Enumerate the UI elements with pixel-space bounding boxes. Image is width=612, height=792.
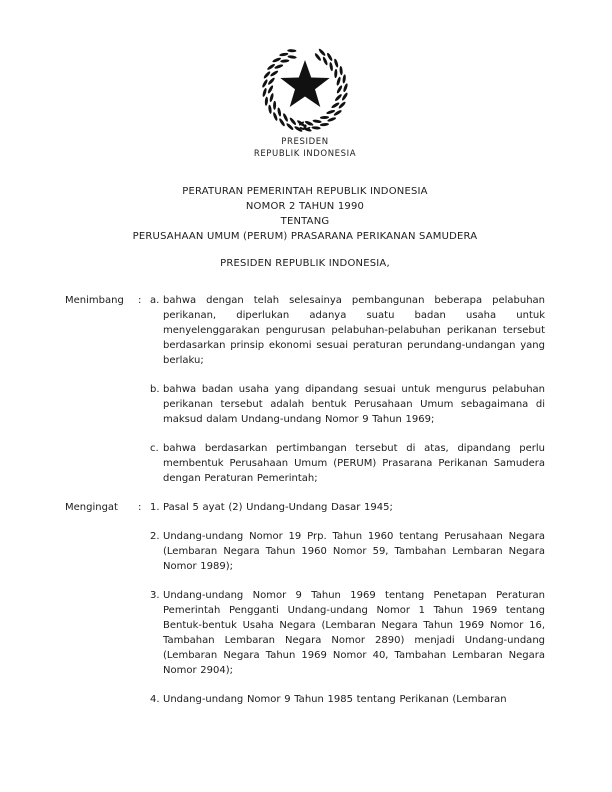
document-title: [65, 184, 545, 244]
section-label: Mengingat: [65, 502, 118, 513]
item-text: bahwa berdasarkan pertimbangan tersebut di atas, dipandang perlu membentuk Perusahaan Umum (PERUM) Prasarana Perikanan Samudera dengan Peraturan Pemerintah;: [163, 443, 545, 484]
item-marker: b.: [150, 384, 160, 395]
list-item: [150, 441, 545, 486]
salutation: PRESIDEN REPUBLIK INDONESIA,: [220, 258, 390, 269]
item-marker: a.: [150, 295, 160, 306]
list-item: [150, 500, 545, 515]
letterhead: [65, 136, 545, 160]
item-marker: 1.: [150, 502, 160, 513]
doc-title-line-3: TENTANG: [280, 216, 330, 227]
list-item: [150, 588, 545, 678]
item-text: Undang-undang Nomor 9 Tahun 1985 tentang Perikanan (Lembaran: [163, 694, 507, 705]
list-item: [150, 692, 545, 707]
star-icon: [280, 60, 329, 107]
section-items: [150, 500, 545, 721]
list-item: [150, 529, 545, 574]
item-marker: 4.: [150, 694, 160, 705]
item-marker: 2.: [150, 531, 160, 542]
item-text: Pasal 5 ayat (2) Undang-Undang Dasar 1945;: [163, 502, 393, 513]
section-colon: :: [138, 295, 142, 306]
item-marker: 3.: [150, 590, 160, 601]
section-menimbang: [65, 293, 545, 500]
section-mengingat: [65, 500, 545, 721]
section-label: Menimbang: [65, 295, 124, 306]
preamble-sections: [65, 293, 545, 721]
doc-title-line-2: NOMOR 2 TAHUN 1990: [245, 201, 365, 212]
doc-title-line-1: PERATURAN PEMERINTAH REPUBLIK INDONESIA: [182, 186, 428, 197]
item-text: bahwa dengan telah selesainya pembangunan beberapa pelabuhan perikanan, diperlukan adanya suatu badan usaha untuk menyelenggarakan pengurusan pelabuhan-pelabuhan perikanan tersebut berdasarkan prinsip ekonomi sesuai peraturan perundang-undangan yang berlaku;: [163, 295, 545, 366]
list-item: [150, 382, 545, 427]
item-text: Undang-undang Nomor 19 Prp. Tahun 1960 tentang Perusahaan Negara (Lembaran Negara Tahun 1960 Nomor 59, Tambahan Lembaran Negara Nomor 1989);: [163, 531, 545, 572]
presidential-seal-icon: [260, 44, 350, 134]
item-marker: c.: [150, 443, 159, 454]
item-text: Undang-undang Nomor 9 Tahun 1969 tentang Penetapan Peraturan Pemerintah Pengganti Undang-undang Nomor 1 Tahun 1969 tentang Bentuk-bentuk Usaha Negara (Lembaran Negara Tahun 1969 Nomor 16, Tambahan Lembaran Negara Nomor 2890) menjadi Undang-undang (Lembaran Negara Tahun 1969 Nomor 40, Tambahan Lembaran Negara Nomor 2904);: [163, 590, 545, 676]
item-text: bahwa badan usaha yang dipandang sesuai untuk mengurus pelabuhan perikanan tersebut adalah bentuk Perusahaan Umum sebagaimana di maksud dalam Undang-undang Nomor 9 Tahun 1969;: [163, 384, 545, 425]
doc-title-line-4: PERUSAHAAN UMUM (PERUM) PRASARANA PERIKANAN SAMUDERA: [132, 231, 478, 242]
list-item: [150, 293, 545, 368]
letterhead-presiden: PRESIDEN: [281, 137, 329, 147]
letterhead-republik-indonesia: REPUBLIK INDONESIA: [253, 149, 357, 159]
section-items: [150, 293, 545, 500]
section-colon: :: [138, 502, 142, 513]
